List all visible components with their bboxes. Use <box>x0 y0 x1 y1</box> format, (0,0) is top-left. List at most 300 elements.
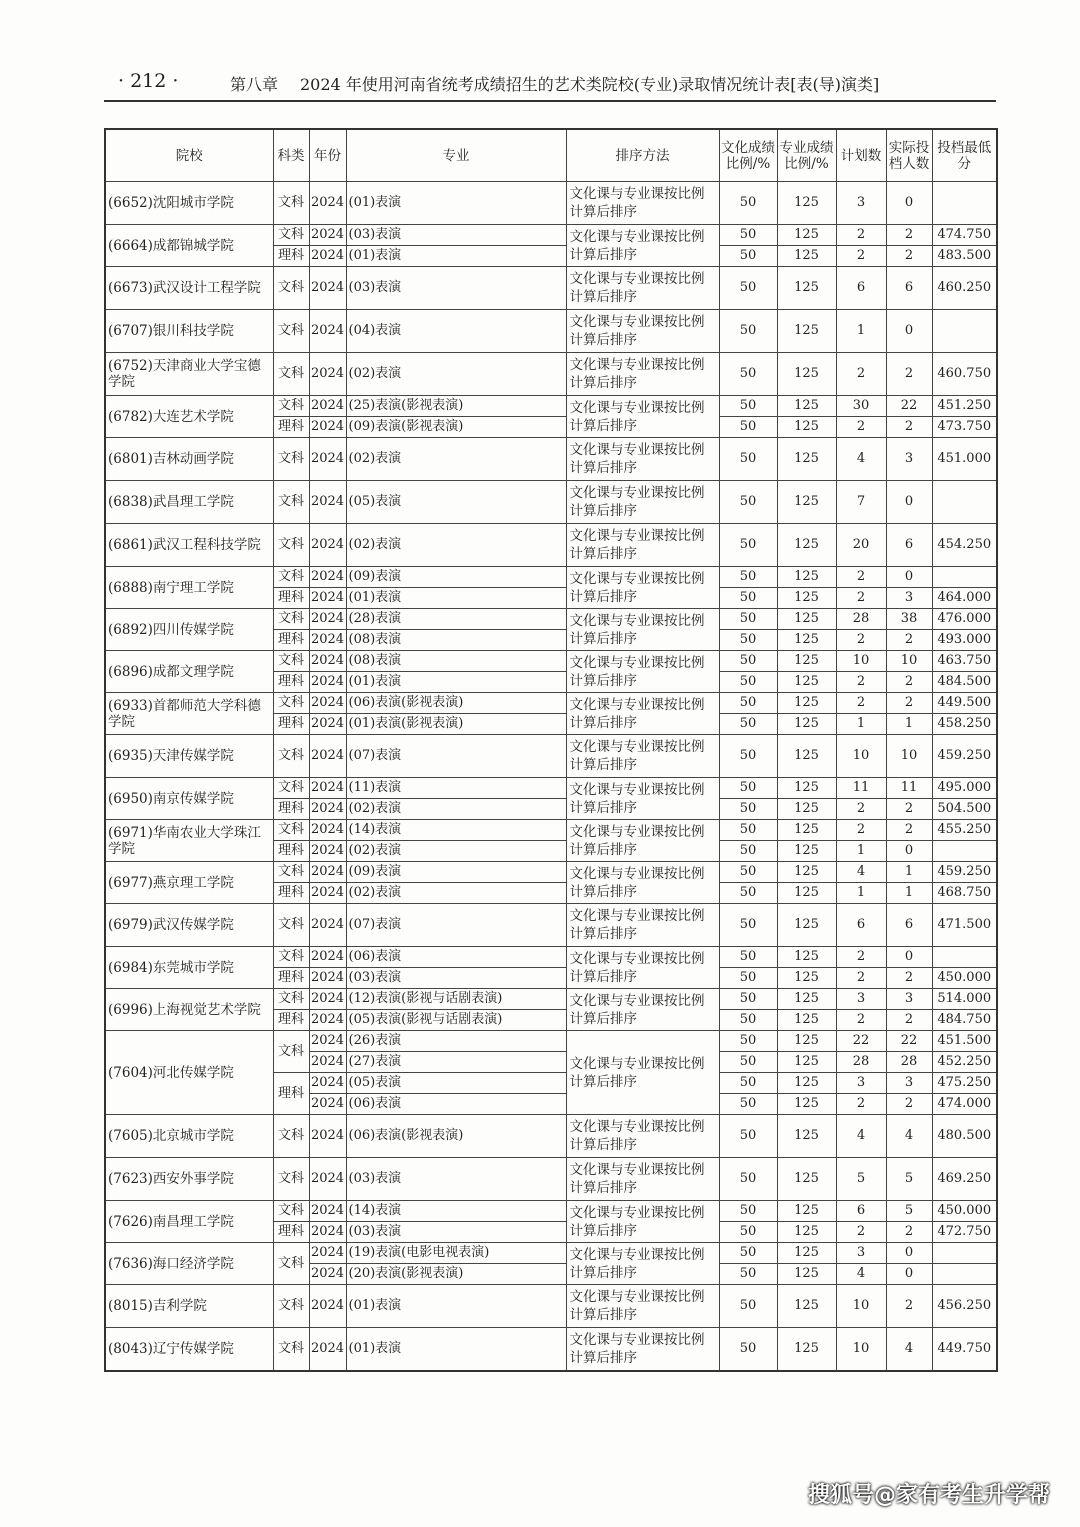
method-cell: 文化课与专业课按比例计算后排序 <box>566 989 719 1031</box>
category-cell: 文科 <box>273 693 309 714</box>
actual-cell: 2 <box>886 417 932 438</box>
school-name: (6996)上海视觉艺术学院 <box>105 989 273 1031</box>
plan-cell: 3 <box>836 1073 886 1094</box>
category-cell: 文科 <box>273 1115 309 1158</box>
culture-ratio-cell: 50 <box>719 989 777 1010</box>
admission-table <box>104 128 998 1372</box>
culture-ratio-cell: 50 <box>719 1158 777 1201</box>
min-score-cell: 456.250 <box>932 1285 997 1328</box>
culture-ratio-cell: 50 <box>719 820 777 841</box>
major-cell: (09)表演 <box>346 567 566 588</box>
year-cell: 2024 <box>309 1031 346 1052</box>
actual-cell: 0 <box>886 1243 932 1264</box>
method-cell: 文化课与专业课按比例计算后排序 <box>566 820 719 862</box>
year-cell: 2024 <box>309 1094 346 1115</box>
method-cell: 文化课与专业课按比例计算后排序 <box>566 225 719 267</box>
table-row <box>105 735 997 778</box>
culture-ratio-cell: 50 <box>719 862 777 883</box>
school-name: (6933)首都师范大学科德学院 <box>105 693 273 735</box>
pro-ratio-cell: 125 <box>777 799 836 820</box>
header-plan: 计划数 <box>836 129 886 182</box>
school-name: (6673)武汉设计工程学院 <box>105 267 273 310</box>
method-cell: 文化课与专业课按比例计算后排序 <box>566 1158 719 1201</box>
culture-ratio-cell: 50 <box>719 1094 777 1115</box>
page-number: · 212 · <box>118 70 179 92</box>
year-cell: 2024 <box>309 1158 346 1201</box>
table-row <box>105 481 997 524</box>
plan-cell: 2 <box>836 1222 886 1243</box>
plan-cell: 2 <box>836 246 886 267</box>
category-cell: 理科 <box>273 714 309 735</box>
category-cell: 文科 <box>273 1031 309 1073</box>
school-name: (6979)武汉传媒学院 <box>105 904 273 947</box>
plan-cell: 2 <box>836 417 886 438</box>
pro-ratio-cell: 125 <box>777 310 836 353</box>
category-cell: 文科 <box>273 609 309 630</box>
culture-ratio-cell: 50 <box>719 714 777 735</box>
actual-cell: 2 <box>886 1094 932 1115</box>
pro-ratio-cell: 125 <box>777 246 836 267</box>
min-score-cell: 469.250 <box>932 1158 997 1201</box>
pro-ratio-cell: 125 <box>777 438 836 481</box>
actual-cell: 1 <box>886 883 932 904</box>
plan-cell: 7 <box>836 481 886 524</box>
pro-ratio-cell: 125 <box>777 481 836 524</box>
method-cell: 文化课与专业课按比例计算后排序 <box>566 1328 719 1371</box>
min-score-cell: 474.000 <box>932 1094 997 1115</box>
year-cell: 2024 <box>309 1010 346 1031</box>
major-cell: (09)表演 <box>346 862 566 883</box>
culture-ratio-cell: 50 <box>719 182 777 225</box>
school-name: (7604)河北传媒学院 <box>105 1031 273 1115</box>
culture-ratio-cell: 50 <box>719 841 777 862</box>
year-cell: 2024 <box>309 778 346 799</box>
min-score-cell: 464.000 <box>932 588 997 609</box>
table-row <box>105 396 997 417</box>
actual-cell: 11 <box>886 778 932 799</box>
actual-cell: 6 <box>886 524 932 567</box>
major-cell: (08)表演 <box>346 630 566 651</box>
min-score-cell <box>932 947 997 968</box>
plan-cell: 28 <box>836 609 886 630</box>
major-cell: (20)表演(影视表演) <box>346 1264 566 1285</box>
year-cell: 2024 <box>309 1073 346 1094</box>
year-cell: 2024 <box>309 438 346 481</box>
method-cell: 文化课与专业课按比例计算后排序 <box>566 524 719 567</box>
min-score-cell <box>932 1264 997 1285</box>
major-cell: (04)表演 <box>346 310 566 353</box>
school-name: (6707)银川科技学院 <box>105 310 273 353</box>
major-cell: (07)表演 <box>346 904 566 947</box>
major-cell: (09)表演(影视表演) <box>346 417 566 438</box>
culture-ratio-cell: 50 <box>719 904 777 947</box>
major-cell: (08)表演 <box>346 651 566 672</box>
major-cell: (01)表演 <box>346 246 566 267</box>
table-row <box>105 862 997 883</box>
culture-ratio-cell: 50 <box>719 353 777 396</box>
plan-cell: 30 <box>836 396 886 417</box>
major-cell: (12)表演(影视与话剧表演) <box>346 989 566 1010</box>
actual-cell: 0 <box>886 841 932 862</box>
category-cell: 理科 <box>273 841 309 862</box>
major-cell: (02)表演 <box>346 524 566 567</box>
actual-cell: 3 <box>886 1073 932 1094</box>
actual-cell: 0 <box>886 481 932 524</box>
plan-cell: 1 <box>836 714 886 735</box>
culture-ratio-cell: 50 <box>719 609 777 630</box>
culture-ratio-cell: 50 <box>719 693 777 714</box>
category-cell: 理科 <box>273 246 309 267</box>
culture-ratio-cell: 50 <box>719 1285 777 1328</box>
year-cell: 2024 <box>309 989 346 1010</box>
pro-ratio-cell: 125 <box>777 714 836 735</box>
culture-ratio-cell: 50 <box>719 1073 777 1094</box>
school-name: (6977)燕京理工学院 <box>105 862 273 904</box>
year-cell: 2024 <box>309 396 346 417</box>
year-cell: 2024 <box>309 1222 346 1243</box>
culture-ratio-cell: 50 <box>719 883 777 904</box>
pro-ratio-cell: 125 <box>777 820 836 841</box>
min-score-cell: 451.000 <box>932 438 997 481</box>
plan-cell: 22 <box>836 1031 886 1052</box>
culture-ratio-cell: 50 <box>719 481 777 524</box>
year-cell: 2024 <box>309 1328 346 1371</box>
plan-cell: 2 <box>836 1010 886 1031</box>
header-min-score: 投档最低分 <box>932 129 997 182</box>
plan-cell: 2 <box>836 567 886 588</box>
category-cell: 理科 <box>273 417 309 438</box>
min-score-cell: 468.750 <box>932 883 997 904</box>
culture-ratio-cell: 50 <box>719 1010 777 1031</box>
major-cell: (06)表演(影视表演) <box>346 693 566 714</box>
culture-ratio-cell: 50 <box>719 947 777 968</box>
category-cell: 文科 <box>273 651 309 672</box>
actual-cell: 0 <box>886 182 932 225</box>
actual-cell: 2 <box>886 1285 932 1328</box>
school-name: (7605)北京城市学院 <box>105 1115 273 1158</box>
category-cell: 文科 <box>273 989 309 1010</box>
actual-cell: 38 <box>886 609 932 630</box>
major-cell: (02)表演 <box>346 438 566 481</box>
major-cell: (02)表演 <box>346 883 566 904</box>
pro-ratio-cell: 125 <box>777 968 836 989</box>
year-cell: 2024 <box>309 310 346 353</box>
actual-cell: 10 <box>886 651 932 672</box>
category-cell: 理科 <box>273 588 309 609</box>
category-cell: 文科 <box>273 778 309 799</box>
actual-cell: 2 <box>886 968 932 989</box>
plan-cell: 10 <box>836 1328 886 1371</box>
culture-ratio-cell: 50 <box>719 1052 777 1073</box>
pro-ratio-cell: 125 <box>777 883 836 904</box>
actual-cell: 0 <box>886 947 932 968</box>
table-row <box>105 904 997 947</box>
actual-cell: 3 <box>886 588 932 609</box>
school-name: (8043)辽宁传媒学院 <box>105 1328 273 1371</box>
year-cell: 2024 <box>309 1264 346 1285</box>
school-name: (6935)天津传媒学院 <box>105 735 273 778</box>
min-score-cell: 451.500 <box>932 1031 997 1052</box>
year-cell: 2024 <box>309 904 346 947</box>
school-name: (6838)武昌理工学院 <box>105 481 273 524</box>
pro-ratio-cell: 125 <box>777 1094 836 1115</box>
culture-ratio-cell: 50 <box>719 246 777 267</box>
plan-cell: 6 <box>836 1201 886 1222</box>
method-cell: 文化课与专业课按比例计算后排序 <box>566 1201 719 1243</box>
min-score-cell: 484.500 <box>932 672 997 693</box>
school-name: (6892)四川传媒学院 <box>105 609 273 651</box>
culture-ratio-cell: 50 <box>719 1243 777 1264</box>
min-score-cell: 460.750 <box>932 353 997 396</box>
category-cell: 文科 <box>273 1243 309 1285</box>
actual-cell: 2 <box>886 1222 932 1243</box>
year-cell: 2024 <box>309 883 346 904</box>
category-cell: 文科 <box>273 735 309 778</box>
table-row <box>105 778 997 799</box>
category-cell: 文科 <box>273 524 309 567</box>
header-culture-ratio: 文化成绩比例/% <box>719 129 777 182</box>
method-cell: 文化课与专业课按比例计算后排序 <box>566 609 719 651</box>
table-row <box>105 225 997 246</box>
table-row <box>105 820 997 841</box>
plan-cell: 2 <box>836 353 886 396</box>
method-cell: 文化课与专业课按比例计算后排序 <box>566 904 719 947</box>
plan-cell: 6 <box>836 904 886 947</box>
header-major: 专业 <box>346 129 566 182</box>
school-name: (7626)南昌理工学院 <box>105 1201 273 1243</box>
category-cell: 理科 <box>273 968 309 989</box>
actual-cell: 22 <box>886 1031 932 1052</box>
pro-ratio-cell: 125 <box>777 1158 836 1201</box>
year-cell: 2024 <box>309 1201 346 1222</box>
method-cell: 文化课与专业课按比例计算后排序 <box>566 778 719 820</box>
school-name: (7623)西安外事学院 <box>105 1158 273 1201</box>
category-cell: 理科 <box>273 1010 309 1031</box>
pro-ratio-cell: 125 <box>777 1285 836 1328</box>
major-cell: (02)表演 <box>346 841 566 862</box>
pro-ratio-cell: 125 <box>777 225 836 246</box>
major-cell: (14)表演 <box>346 1201 566 1222</box>
pro-ratio-cell: 125 <box>777 672 836 693</box>
table-row <box>105 1285 997 1328</box>
major-cell: (03)表演 <box>346 1222 566 1243</box>
major-cell: (05)表演 <box>346 1073 566 1094</box>
min-score-cell: 451.250 <box>932 396 997 417</box>
min-score-cell: 449.500 <box>932 693 997 714</box>
actual-cell: 2 <box>886 1010 932 1031</box>
actual-cell: 3 <box>886 438 932 481</box>
min-score-cell <box>932 841 997 862</box>
table-row <box>105 524 997 567</box>
plan-cell: 28 <box>836 1052 886 1073</box>
actual-cell: 28 <box>886 1052 932 1073</box>
year-cell: 2024 <box>309 862 346 883</box>
table-row <box>105 1115 997 1158</box>
category-cell: 文科 <box>273 862 309 883</box>
min-score-cell: 450.000 <box>932 968 997 989</box>
culture-ratio-cell: 50 <box>719 396 777 417</box>
actual-cell: 2 <box>886 353 932 396</box>
header-year: 年份 <box>309 129 346 182</box>
culture-ratio-cell: 50 <box>719 524 777 567</box>
table-row <box>105 182 997 225</box>
min-score-cell: 455.250 <box>932 820 997 841</box>
year-cell: 2024 <box>309 630 346 651</box>
header-pro-ratio: 专业成绩比例/% <box>777 129 836 182</box>
method-cell: 文化课与专业课按比例计算后排序 <box>566 353 719 396</box>
school-name: (6888)南宁理工学院 <box>105 567 273 609</box>
category-cell: 理科 <box>273 1222 309 1243</box>
major-cell: (25)表演(影视表演) <box>346 396 566 417</box>
actual-cell: 6 <box>886 267 932 310</box>
method-cell: 文化课与专业课按比例计算后排序 <box>566 481 719 524</box>
culture-ratio-cell: 50 <box>719 1115 777 1158</box>
method-cell: 文化课与专业课按比例计算后排序 <box>566 1285 719 1328</box>
method-cell: 文化课与专业课按比例计算后排序 <box>566 438 719 481</box>
major-cell: (06)表演 <box>346 947 566 968</box>
year-cell: 2024 <box>309 735 346 778</box>
method-cell: 文化课与专业课按比例计算后排序 <box>566 693 719 735</box>
method-cell: 文化课与专业课按比例计算后排序 <box>566 1031 719 1115</box>
school-name: (6950)南京传媒学院 <box>105 778 273 820</box>
plan-cell: 4 <box>836 1264 886 1285</box>
year-cell: 2024 <box>309 1285 346 1328</box>
actual-cell: 5 <box>886 1201 932 1222</box>
actual-cell: 10 <box>886 735 932 778</box>
min-score-cell <box>932 1243 997 1264</box>
plan-cell: 4 <box>836 438 886 481</box>
method-cell: 文化课与专业课按比例计算后排序 <box>566 567 719 609</box>
culture-ratio-cell: 50 <box>719 778 777 799</box>
min-score-cell <box>932 310 997 353</box>
culture-ratio-cell: 50 <box>719 1201 777 1222</box>
school-name: (6984)东莞城市学院 <box>105 947 273 989</box>
actual-cell: 0 <box>886 310 932 353</box>
min-score-cell: 452.250 <box>932 1052 997 1073</box>
method-cell: 文化课与专业课按比例计算后排序 <box>566 947 719 989</box>
pro-ratio-cell: 125 <box>777 182 836 225</box>
year-cell: 2024 <box>309 693 346 714</box>
major-cell: (05)表演 <box>346 481 566 524</box>
pro-ratio-cell: 125 <box>777 1115 836 1158</box>
plan-cell: 1 <box>836 883 886 904</box>
culture-ratio-cell: 50 <box>719 630 777 651</box>
table-row <box>105 693 997 714</box>
year-cell: 2024 <box>309 588 346 609</box>
actual-cell: 2 <box>886 246 932 267</box>
method-cell: 文化课与专业课按比例计算后排序 <box>566 1243 719 1285</box>
culture-ratio-cell: 50 <box>719 1264 777 1285</box>
min-score-cell <box>932 567 997 588</box>
category-cell: 理科 <box>273 1073 309 1115</box>
min-score-cell: 476.000 <box>932 609 997 630</box>
plan-cell: 2 <box>836 968 886 989</box>
pro-ratio-cell: 125 <box>777 651 836 672</box>
min-score-cell: 450.000 <box>932 1201 997 1222</box>
culture-ratio-cell: 50 <box>719 968 777 989</box>
pro-ratio-cell: 125 <box>777 1010 836 1031</box>
culture-ratio-cell: 50 <box>719 1222 777 1243</box>
year-cell: 2024 <box>309 182 346 225</box>
min-score-cell: 483.500 <box>932 246 997 267</box>
pro-ratio-cell: 125 <box>777 778 836 799</box>
min-score-cell: 493.000 <box>932 630 997 651</box>
plan-cell: 4 <box>836 1115 886 1158</box>
header-method: 排序方法 <box>566 129 719 182</box>
actual-cell: 5 <box>886 1158 932 1201</box>
plan-cell: 20 <box>836 524 886 567</box>
table-row <box>105 267 997 310</box>
pro-ratio-cell: 125 <box>777 524 836 567</box>
culture-ratio-cell: 50 <box>719 651 777 672</box>
category-cell: 理科 <box>273 630 309 651</box>
plan-cell: 1 <box>836 841 886 862</box>
min-score-cell: 475.250 <box>932 1073 997 1094</box>
pro-ratio-cell: 125 <box>777 693 836 714</box>
table-row <box>105 989 997 1010</box>
year-cell: 2024 <box>309 481 346 524</box>
year-cell: 2024 <box>309 609 346 630</box>
table-row <box>105 609 997 630</box>
page-header <box>104 66 996 102</box>
min-score-cell: 458.250 <box>932 714 997 735</box>
category-cell: 文科 <box>273 1328 309 1371</box>
culture-ratio-cell: 50 <box>719 438 777 481</box>
year-cell: 2024 <box>309 672 346 693</box>
actual-cell: 22 <box>886 396 932 417</box>
plan-cell: 10 <box>836 1285 886 1328</box>
min-score-cell: 471.500 <box>932 904 997 947</box>
pro-ratio-cell: 125 <box>777 1222 836 1243</box>
table-row <box>105 1243 997 1264</box>
category-cell: 文科 <box>273 396 309 417</box>
category-cell: 文科 <box>273 567 309 588</box>
year-cell: 2024 <box>309 1115 346 1158</box>
pro-ratio-cell: 125 <box>777 841 836 862</box>
plan-cell: 2 <box>836 630 886 651</box>
min-score-cell: 463.750 <box>932 651 997 672</box>
culture-ratio-cell: 50 <box>719 672 777 693</box>
chapter-label: 第八章 <box>230 75 279 94</box>
min-score-cell: 472.750 <box>932 1222 997 1243</box>
min-score-cell <box>932 481 997 524</box>
culture-ratio-cell: 50 <box>719 588 777 609</box>
actual-cell: 0 <box>886 567 932 588</box>
plan-cell: 2 <box>836 799 886 820</box>
min-score-cell: 474.750 <box>932 225 997 246</box>
plan-cell: 2 <box>836 1094 886 1115</box>
plan-cell: 2 <box>836 672 886 693</box>
actual-cell: 2 <box>886 225 932 246</box>
year-cell: 2024 <box>309 225 346 246</box>
culture-ratio-cell: 50 <box>719 567 777 588</box>
category-cell: 文科 <box>273 225 309 246</box>
min-score-cell: 454.250 <box>932 524 997 567</box>
year-cell: 2024 <box>309 246 346 267</box>
pro-ratio-cell: 125 <box>777 417 836 438</box>
table-row <box>105 947 997 968</box>
pro-ratio-cell: 125 <box>777 267 836 310</box>
category-cell: 文科 <box>273 947 309 968</box>
year-cell: 2024 <box>309 714 346 735</box>
major-cell: (03)表演 <box>346 1158 566 1201</box>
year-cell: 2024 <box>309 947 346 968</box>
plan-cell: 3 <box>836 989 886 1010</box>
plan-cell: 4 <box>836 862 886 883</box>
table-row <box>105 1158 997 1201</box>
actual-cell: 2 <box>886 693 932 714</box>
min-score-cell: 504.500 <box>932 799 997 820</box>
